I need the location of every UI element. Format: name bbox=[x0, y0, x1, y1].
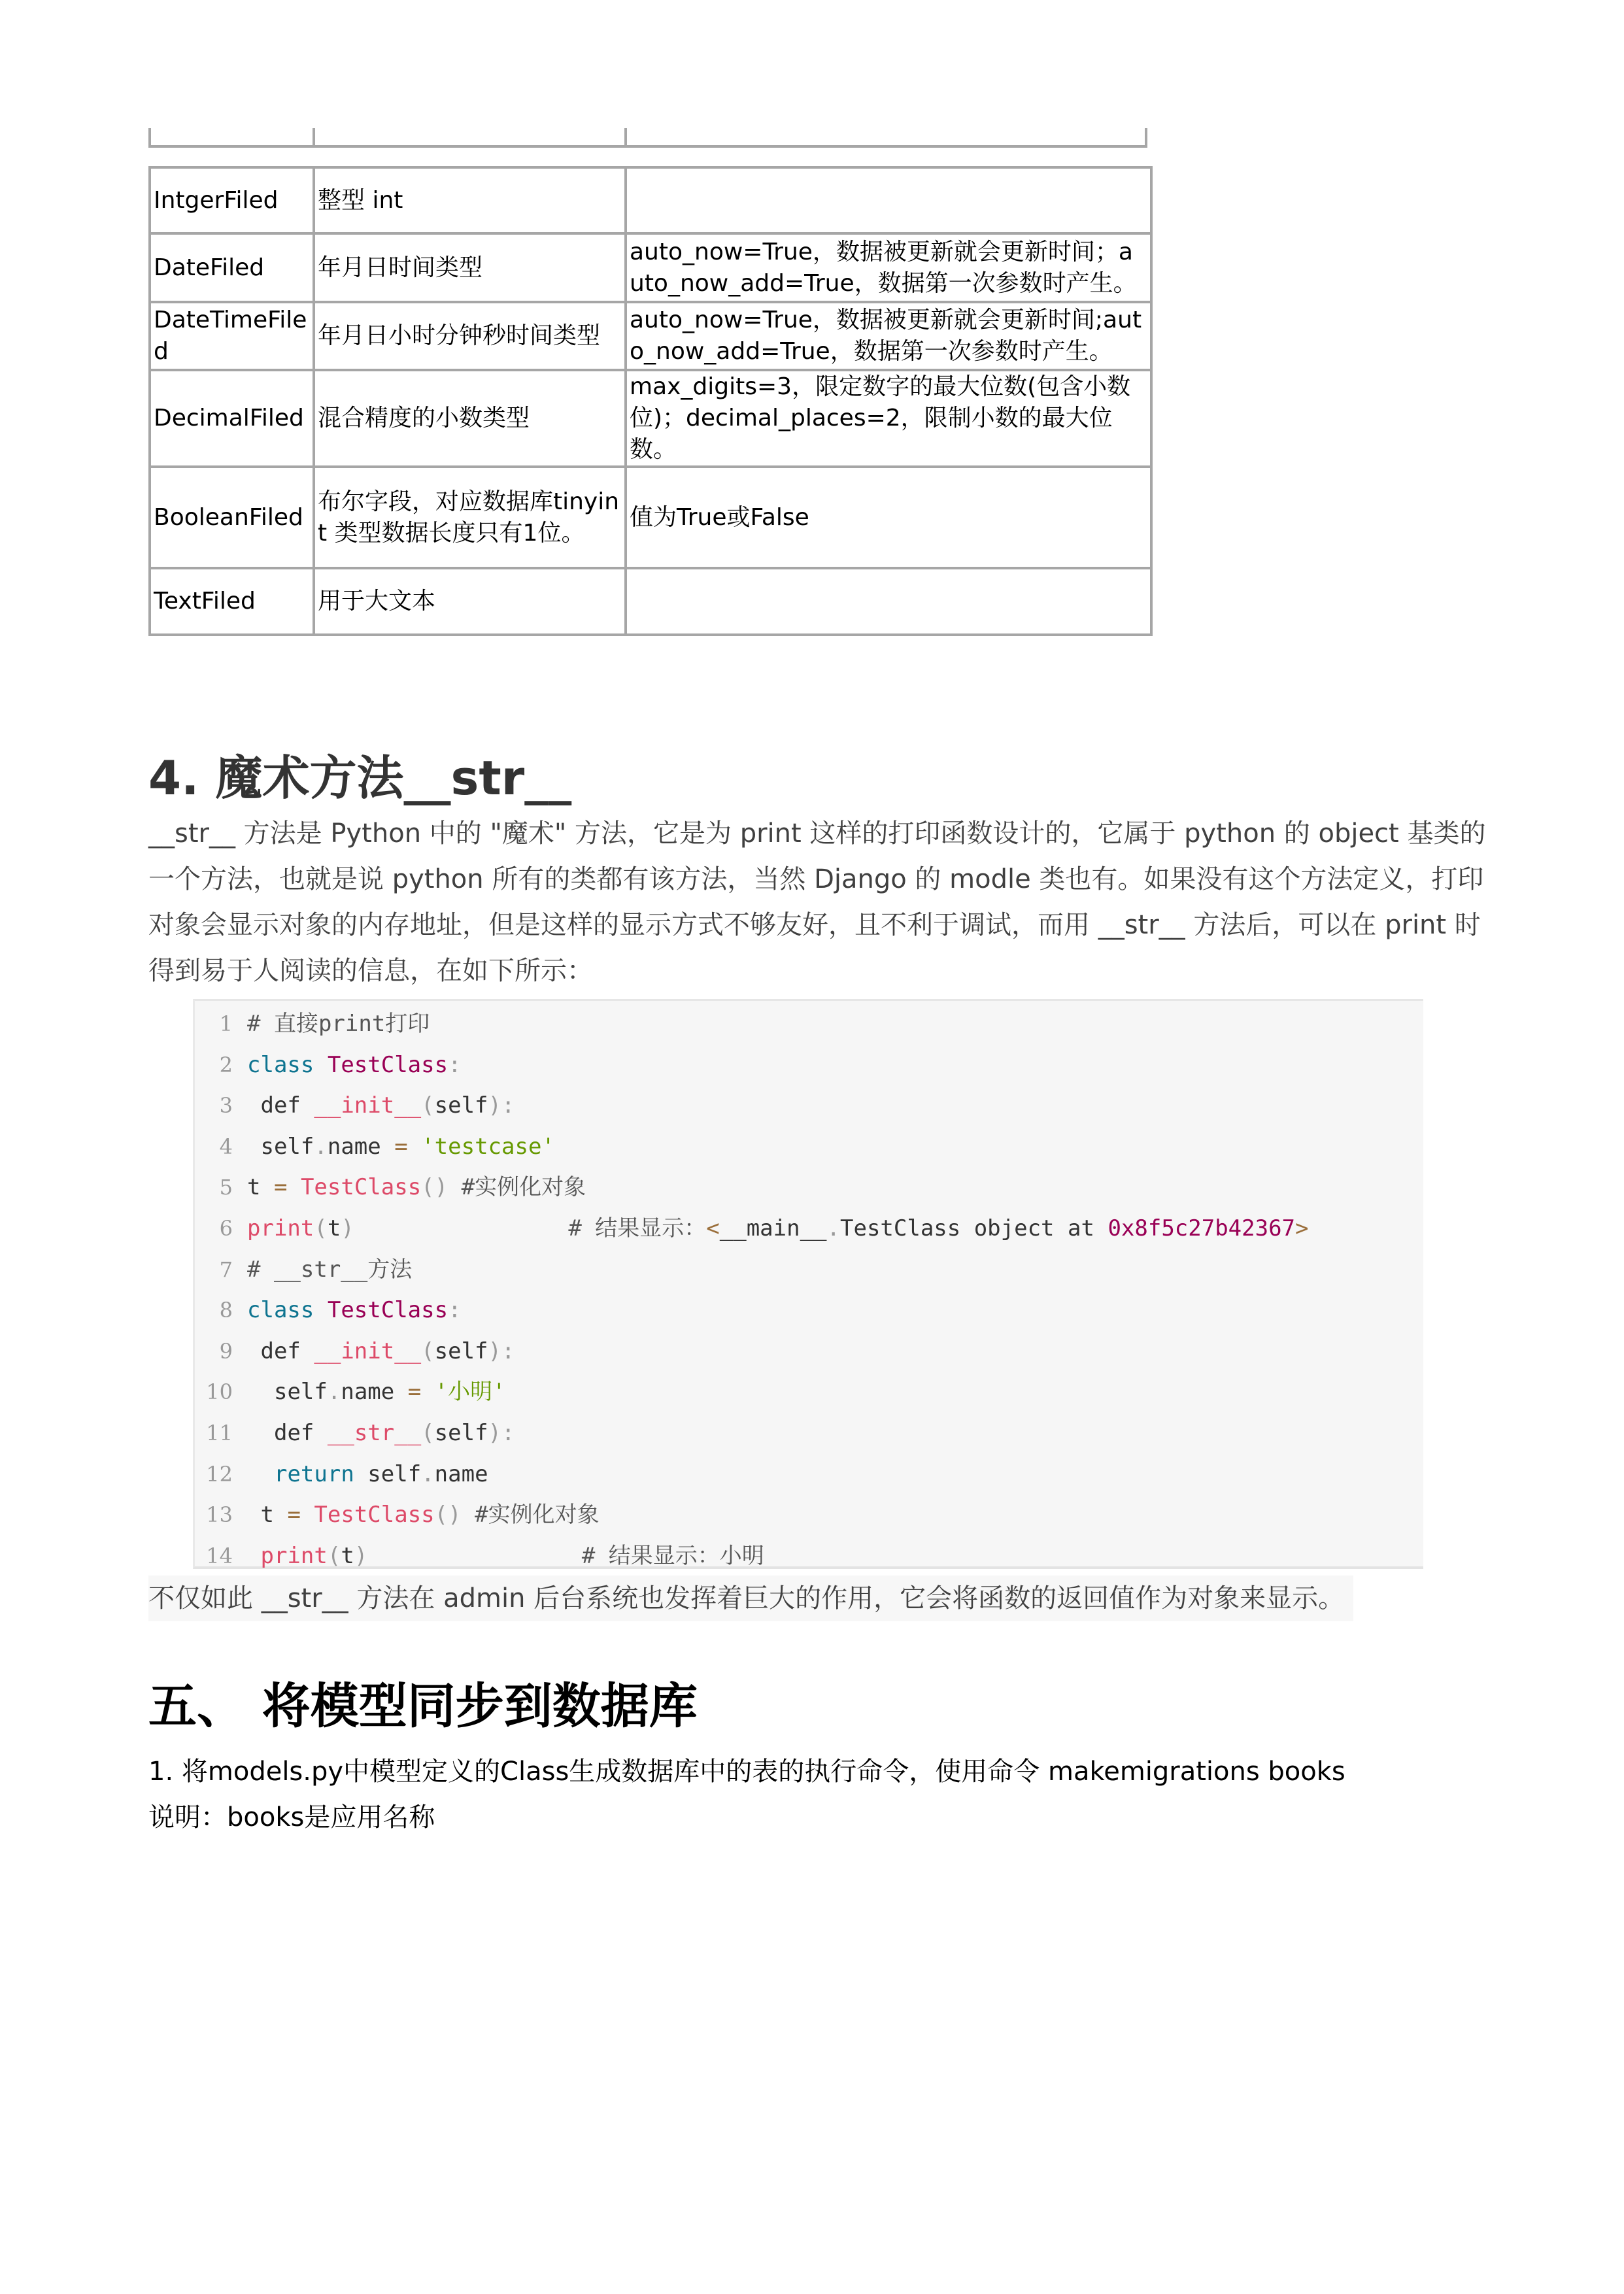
field-desc-cell: 年月日小时分钟秒时间类型 bbox=[314, 302, 626, 370]
code-line: 14 print(t) # 结果显示：小明 bbox=[195, 1536, 1423, 1577]
field-desc-cell: 用于大文本 bbox=[314, 568, 626, 635]
outro-paragraph: 不仅如此 __str__ 方法在 admin 后台系统也发挥着巨大的作用，它会将函数的返回值作为对象来显示。 bbox=[148, 1576, 1353, 1621]
note-text: 说明：books是应用名称 bbox=[148, 1802, 435, 1832]
field-name-cell: IntgerFiled bbox=[150, 167, 314, 233]
code-line: 4 self.name = 'testcase' bbox=[195, 1126, 1423, 1168]
code-line: 10 self.name = '小明' bbox=[195, 1372, 1423, 1413]
table-fragment-top bbox=[148, 128, 1147, 148]
table-divider bbox=[313, 128, 315, 145]
field-name-cell: BooleanFiled bbox=[150, 467, 314, 568]
code-line: 12 return self.name bbox=[195, 1454, 1423, 1495]
line-number: 14 bbox=[206, 1543, 233, 1568]
line-number: 5 bbox=[219, 1175, 233, 1200]
field-desc-cell: 年月日时间类型 bbox=[314, 233, 626, 302]
table-row bbox=[150, 167, 1151, 233]
field-name-cell: DateFiled bbox=[150, 233, 314, 302]
line-number: 4 bbox=[219, 1134, 233, 1159]
intro-paragraph: __str__ 方法是 Python 中的 "魔术" 方法，它是为 print 这样的打印函数设计的，它属于 python 的 object 基类的一个方法，也就是说 python 所有的类都有该方法，当然 Django 的 modle 类也有。如果没有这个方法定义，打印对象会显示对象的内存地址，但是这样的显示方式不够友好，且不利于调试，而用 __str__ 方法后，可以在 print 时得到易于人阅读的信息，在如下所示： bbox=[148, 818, 1486, 986]
code-block bbox=[193, 999, 1423, 1569]
table-divider bbox=[624, 128, 627, 145]
field-note-cell: max_digits=3，限定数字的最大位数(包含小数位)；decimal_places=2，限制小数的最大位数。 bbox=[626, 370, 1151, 467]
table-row bbox=[150, 233, 1151, 302]
section-heading-magic-method: 4. 魔术方法__str__ bbox=[148, 751, 572, 805]
field-name-cell: TextFiled bbox=[150, 568, 314, 635]
line-number: 7 bbox=[219, 1257, 233, 1282]
line-number: 9 bbox=[219, 1338, 233, 1364]
code-line: 5 t = TestClass() #实例化对象 bbox=[195, 1167, 1423, 1208]
code-line: 8 class TestClass: bbox=[195, 1290, 1423, 1331]
field-note-cell: auto_now=True，数据被更新就会更新时间；auto_now_add=True，数据第一次参数时产生。 bbox=[626, 233, 1151, 302]
step-1-text: 1. 将models.py中模型定义的Class生成数据库中的表的执行命令，使用命令 makemigrations books bbox=[148, 1757, 1345, 1787]
line-number: 12 bbox=[206, 1461, 233, 1487]
code-line: 7 # __str__方法 bbox=[195, 1249, 1423, 1290]
field-types-table bbox=[148, 166, 1153, 636]
field-note-cell: 值为True或False bbox=[626, 467, 1151, 568]
table-row bbox=[150, 370, 1151, 467]
line-number: 3 bbox=[219, 1093, 233, 1119]
line-number: 10 bbox=[206, 1379, 233, 1405]
line-number: 1 bbox=[219, 1011, 233, 1036]
line-number: 6 bbox=[219, 1215, 233, 1241]
table-row bbox=[150, 568, 1151, 635]
code-line: 3 def __init__(self): bbox=[195, 1085, 1423, 1126]
field-note-cell bbox=[626, 568, 1151, 635]
code-line: 2 class TestClass: bbox=[195, 1045, 1423, 1086]
code-line: 1 # 直接print打印 bbox=[195, 1004, 1423, 1045]
field-desc-cell: 布尔字段，对应数据库tinyint 类型数据长度只有1位。 bbox=[314, 467, 626, 568]
line-number: 11 bbox=[206, 1420, 233, 1445]
field-desc-cell: 整型 int bbox=[314, 167, 626, 233]
code-line: 6 print(t) # 结果显示：<__main__.TestClass object at 0x8f5c27b42367> bbox=[195, 1208, 1423, 1249]
field-desc-cell: 混合精度的小数类型 bbox=[314, 370, 626, 467]
section-heading-sync-db: 五、 将模型同步到数据库 bbox=[148, 1678, 698, 1734]
line-number: 2 bbox=[219, 1052, 233, 1077]
field-note-cell bbox=[626, 167, 1151, 233]
code-line: 11 def __str__(self): bbox=[195, 1413, 1423, 1454]
table-row bbox=[150, 302, 1151, 370]
code-line: 13 t = TestClass() #实例化对象 bbox=[195, 1494, 1423, 1536]
field-name-cell: DateTimeFiled bbox=[150, 302, 314, 370]
field-note-cell: auto_now=True，数据被更新就会更新时间;auto_now_add=True，数据第一次参数时产生。 bbox=[626, 302, 1151, 370]
field-name-cell: DecimalFiled bbox=[150, 370, 314, 467]
code-line: 9 def __init__(self): bbox=[195, 1331, 1423, 1372]
line-number: 8 bbox=[219, 1298, 233, 1323]
line-number: 13 bbox=[206, 1502, 233, 1528]
table-row bbox=[150, 467, 1151, 568]
